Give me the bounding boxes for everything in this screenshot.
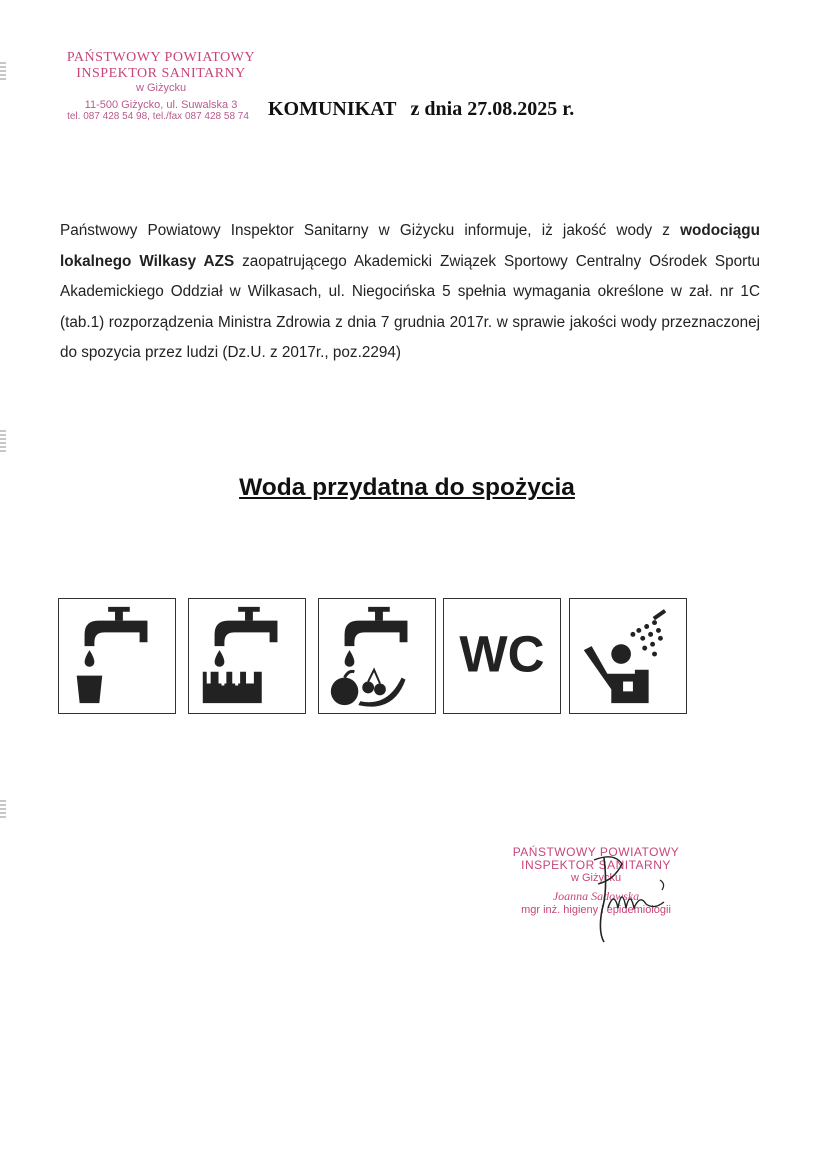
sig-stamp-name: Joanna Sadowska [552, 889, 640, 904]
verdict-text: Woda przydatna do spożycia [239, 474, 575, 501]
stamp-line-2: INSPEKTOR SANITARNY [76, 66, 246, 82]
body-bold-waterworks: wodociągu lokalnego Wilkasy AZS [60, 222, 760, 270]
announcement-body [60, 216, 760, 369]
heading-title: KOMUNIKAT [268, 98, 397, 120]
wc-icon [443, 598, 561, 714]
tap-drinking-glass-icon [58, 598, 176, 714]
stamp-line-1: PAŃSTWOWY POWIATOWY [66, 50, 256, 65]
handwritten-signature [574, 850, 684, 945]
sig-stamp-line-1: PAŃSTWOWY POWIATOWY [512, 845, 680, 859]
sig-stamp-line-3: w Giżycku [570, 872, 622, 885]
stamp-line-3: w Giżycku [135, 82, 187, 95]
document-heading [268, 98, 574, 121]
stamp-line-4: 11-500 Giżycko, ul. Suwalska 3 [84, 98, 238, 111]
office-stamp [56, 50, 266, 123]
tap-food-icon [318, 598, 436, 714]
scan-mark [0, 62, 6, 82]
tap-dishes-icon [188, 598, 306, 714]
sig-stamp-title: mgr inż. higieny i epidemiologii [521, 903, 671, 916]
shower-icon [569, 598, 687, 714]
verdict-heading [0, 474, 814, 502]
wc-label: WC [459, 625, 545, 683]
sig-stamp-line-2: INSPEKTOR SANITARNY [521, 858, 671, 873]
stamp-line-5: tel. 087 428 54 98, tel./fax 087 428 58 74 [67, 111, 249, 123]
scan-mark [0, 430, 6, 454]
body-part-1: Państwowy Powiatowy Inspektor Sanitarny w Giżycku informuje, iż jakość wody z [60, 222, 681, 239]
heading-date: z dnia 27.08.2025 r. [410, 98, 575, 120]
scan-mark [0, 800, 6, 820]
body-part-2: zaopatrującego Akademicki Związek Sportowy Centralny Ośrodek Sportu Akademickiego Oddział w Wilkasach, ul. Niegocińska 5 spełnia wymagania określone w zał. nr 1C (tab.1) rozporządzenia Ministra Zdrowia z dnia 7 grudnia 2017r. w sprawie jakości wody przeznaczonej do spozycia przez ludzi (Dz.U. z 2017r., poz.2294) [60, 252, 760, 361]
